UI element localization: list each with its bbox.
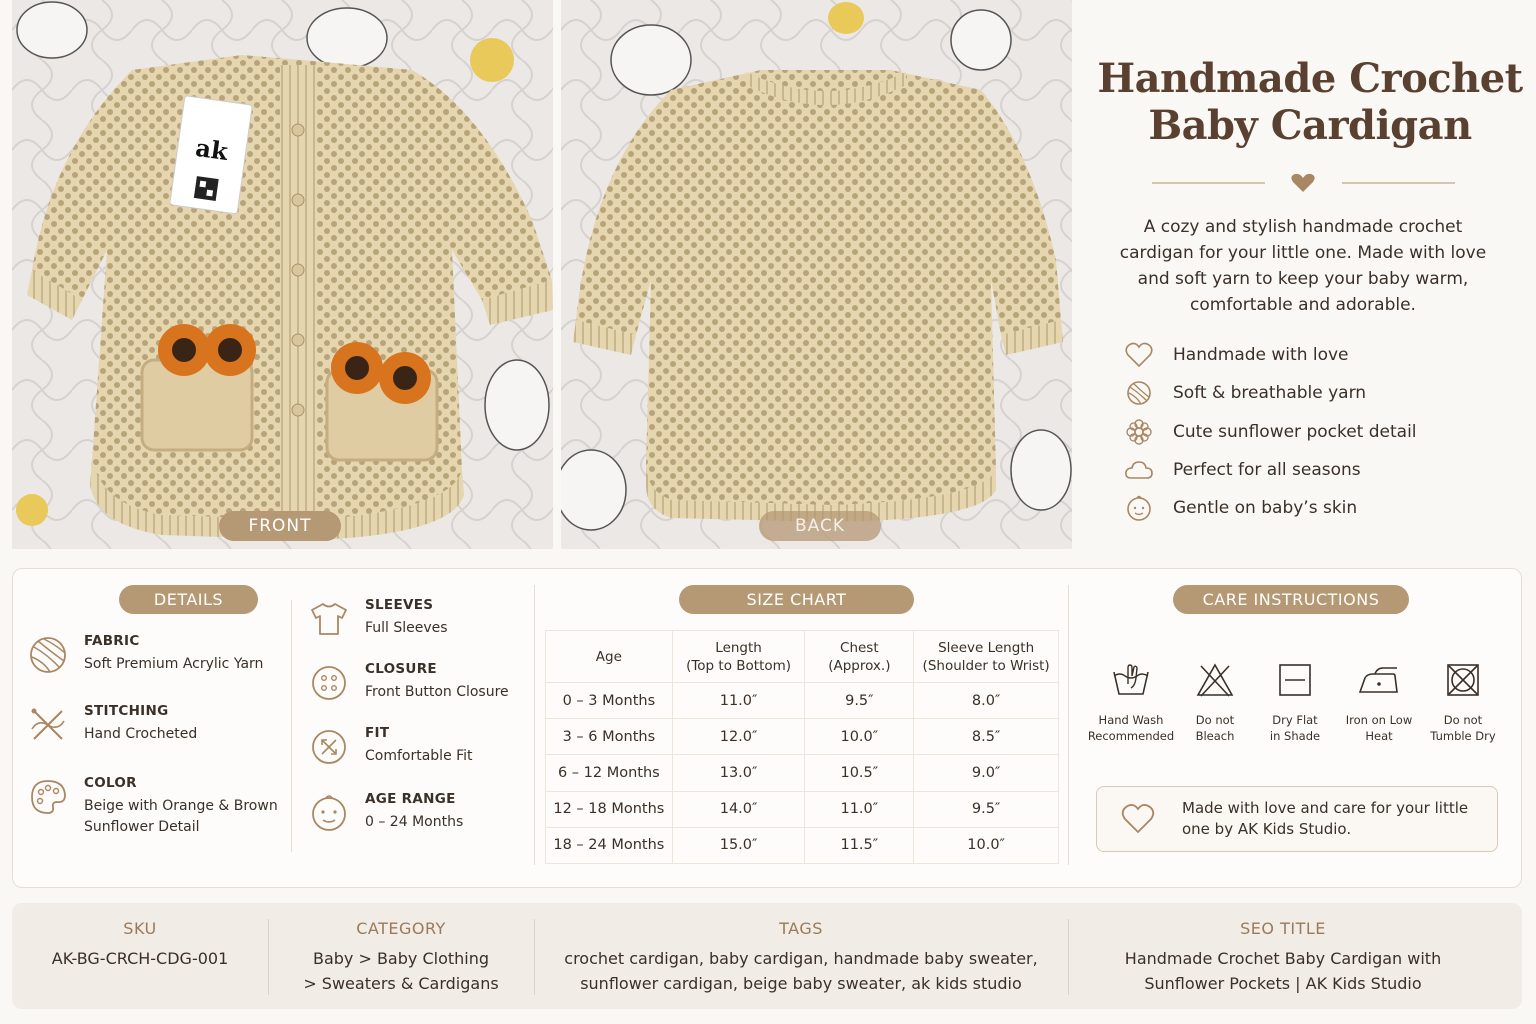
title-line-2: Baby Cardigan <box>1148 102 1472 149</box>
feature-list <box>1124 336 1524 527</box>
tags-value: crochet cardigan, baby cardigan, handmade baby sweater, sunflower cardigan, beige baby sweater, ak kids studio <box>564 949 1038 993</box>
category-label: CATEGORY <box>356 919 446 938</box>
feature-label: Gentle on baby’s skin <box>1173 498 1358 519</box>
care-no-bleach <box>1170 660 1260 744</box>
care-heading: CARE INSTRUCTIONS <box>1173 585 1409 614</box>
care-iron-low <box>1334 660 1424 744</box>
no-bleach-icon <box>1170 660 1260 700</box>
footer-seo-title <box>1068 903 1498 1009</box>
heart-icon <box>1124 340 1154 370</box>
feature-label: Soft & breathable yarn <box>1173 383 1367 404</box>
spec-fit <box>307 725 473 769</box>
details-heading: DETAILS <box>119 585 258 614</box>
feature-item <box>1124 336 1524 374</box>
table-cell: 10.0″ <box>805 719 914 755</box>
care-label-line1: Iron on Low <box>1345 713 1413 727</box>
palette-icon <box>26 775 70 819</box>
table-cell: 8.5″ <box>914 719 1059 755</box>
category-value: Baby > Baby Clothing > Sweaters & Cardigans <box>303 949 499 993</box>
iron-low-icon <box>1334 660 1424 700</box>
feature-item <box>1124 413 1524 451</box>
spec-value: Comfortable Fit <box>365 748 473 764</box>
table-cell: 14.0″ <box>672 791 805 827</box>
feature-label: Perfect for all seasons <box>1173 460 1361 481</box>
back-photo[interactable] <box>561 0 1072 549</box>
sku-label: SKU <box>123 919 157 938</box>
seo-label: SEO TITLE <box>1240 919 1326 938</box>
spec-label: COLOR <box>84 775 137 791</box>
feature-label: Handmade with love <box>1173 345 1349 366</box>
spec-value: Soft Premium Acrylic Yarn <box>84 656 264 672</box>
front-photo[interactable] <box>12 0 553 549</box>
shirt-icon <box>307 597 351 641</box>
column-header: Chest (Approx.) <box>805 631 914 683</box>
baby-face-icon <box>1124 493 1154 523</box>
spec-label: FABRIC <box>84 633 140 649</box>
table-cell: 12.0″ <box>672 719 805 755</box>
table-cell: 11.5″ <box>805 827 914 863</box>
care-no-tumble-dry <box>1418 660 1508 744</box>
care-label-line1: Do not <box>1195 713 1235 727</box>
no-tumble-dry-icon <box>1418 660 1508 700</box>
spec-value: Full Sleeves <box>365 620 448 636</box>
feature-item <box>1124 374 1524 412</box>
sku-value: AK-BG-CRCH-CDG-001 <box>51 949 229 968</box>
spec-sleeves <box>307 597 448 641</box>
spec-stitching <box>26 703 197 747</box>
tag-brand: ak <box>193 132 230 167</box>
size-chart-table <box>545 630 1059 864</box>
table-cell: 10.5″ <box>805 755 914 791</box>
heart-icon <box>1121 803 1155 839</box>
spec-label: SLEEVES <box>365 597 434 613</box>
care-label-line2: Tumble Dry <box>1430 729 1496 743</box>
table-row <box>546 827 1059 863</box>
tags-label: TAGS <box>779 919 823 938</box>
cloud-icon <box>1124 455 1154 485</box>
table-cell: 8.0″ <box>914 683 1059 719</box>
care-label-line2: Heat <box>1365 729 1393 743</box>
care-label-line2: Bleach <box>1195 729 1235 743</box>
care-dry-flat <box>1250 660 1340 744</box>
table-row <box>546 755 1059 791</box>
table-cell: 10.0″ <box>914 827 1059 863</box>
column-header: Length (Top to Bottom) <box>672 631 805 683</box>
table-cell: 9.5″ <box>805 683 914 719</box>
spec-age-range <box>307 791 463 835</box>
footer-tags <box>534 903 1068 1009</box>
table-row <box>546 719 1059 755</box>
feature-label: Cute sunflower pocket detail <box>1173 421 1417 442</box>
crochet-hook-icon <box>26 703 70 747</box>
footer-sku <box>12 903 268 1009</box>
spec-color <box>26 775 284 838</box>
care-label-line1: Do not <box>1443 713 1483 727</box>
table-cell: 13.0″ <box>672 755 805 791</box>
table-cell: 15.0″ <box>672 827 805 863</box>
yarn-ball-icon <box>1124 378 1154 408</box>
care-label-line1: Hand Wash <box>1098 713 1164 727</box>
product-title <box>1090 55 1530 149</box>
column-header: Sleeve Length (Shoulder to Wrist) <box>914 631 1059 683</box>
love-note-text: Made with love and care for your little one by AK Kids Studio. <box>1182 799 1469 838</box>
care-hand-wash <box>1086 660 1176 744</box>
table-cell: 9.5″ <box>914 791 1059 827</box>
seo-value: Handmade Crochet Baby Cardigan with Sunflower Pockets | AK Kids Studio <box>1124 949 1442 993</box>
spec-value: Hand Crocheted <box>84 726 198 742</box>
spec-label: FIT <box>365 725 390 741</box>
table-cell: 18 – 24 Months <box>546 827 673 863</box>
table-cell: 11.0″ <box>805 791 914 827</box>
table-header-row <box>546 631 1059 683</box>
front-label: FRONT <box>219 511 341 541</box>
section-divider <box>534 585 535 865</box>
table-cell: 12 – 18 Months <box>546 791 673 827</box>
table-cell: 0 – 3 Months <box>546 683 673 719</box>
back-label: BACK <box>759 511 881 541</box>
baby-face-icon <box>307 791 351 835</box>
spec-fabric <box>26 633 263 677</box>
fit-icon <box>307 725 351 769</box>
column-header: Age <box>546 631 673 683</box>
table-row <box>546 683 1059 719</box>
details-divider <box>291 600 292 852</box>
table-row <box>546 791 1059 827</box>
spec-value: Beige with Orange & Brown Sunflower Detail <box>84 798 278 835</box>
heart-divider <box>1152 172 1455 194</box>
hand-wash-icon <box>1086 660 1176 700</box>
yarn-ball-icon <box>26 633 70 677</box>
feature-item <box>1124 451 1524 489</box>
care-label-line2: in Shade <box>1269 729 1321 743</box>
table-cell: 9.0″ <box>914 755 1059 791</box>
footer-bar <box>12 903 1522 1009</box>
button-icon <box>307 661 351 705</box>
table-cell: 3 – 6 Months <box>546 719 673 755</box>
spec-closure <box>307 661 509 705</box>
feature-item <box>1124 489 1524 527</box>
dry-flat-icon <box>1250 660 1340 700</box>
heart-icon <box>1291 174 1314 192</box>
footer-category <box>268 903 534 1009</box>
care-label-line1: Dry Flat <box>1272 713 1318 727</box>
front-cardigan-image <box>12 0 553 549</box>
flower-icon <box>1124 417 1154 447</box>
spec-value: 0 – 24 Months <box>365 814 464 830</box>
table-cell: 11.0″ <box>672 683 805 719</box>
title-line-1: Handmade Crochet <box>1097 55 1523 102</box>
table-cell: 6 – 12 Months <box>546 755 673 791</box>
spec-value: Front Button Closure <box>365 684 509 700</box>
product-description: A cozy and stylish handmade crochet cardigan for your little one. Made with love and soft yarn to keep your baby warm, comfortable and adorable. <box>1119 217 1487 315</box>
size-chart-heading: SIZE CHART <box>679 585 914 614</box>
spec-label: AGE RANGE <box>365 791 456 807</box>
care-label-line2: Recommended <box>1087 729 1175 743</box>
section-divider <box>1068 585 1069 865</box>
spec-label: STITCHING <box>84 703 169 719</box>
spec-label: CLOSURE <box>365 661 437 677</box>
love-note <box>1096 786 1498 852</box>
back-cardigan-image <box>561 0 1072 549</box>
